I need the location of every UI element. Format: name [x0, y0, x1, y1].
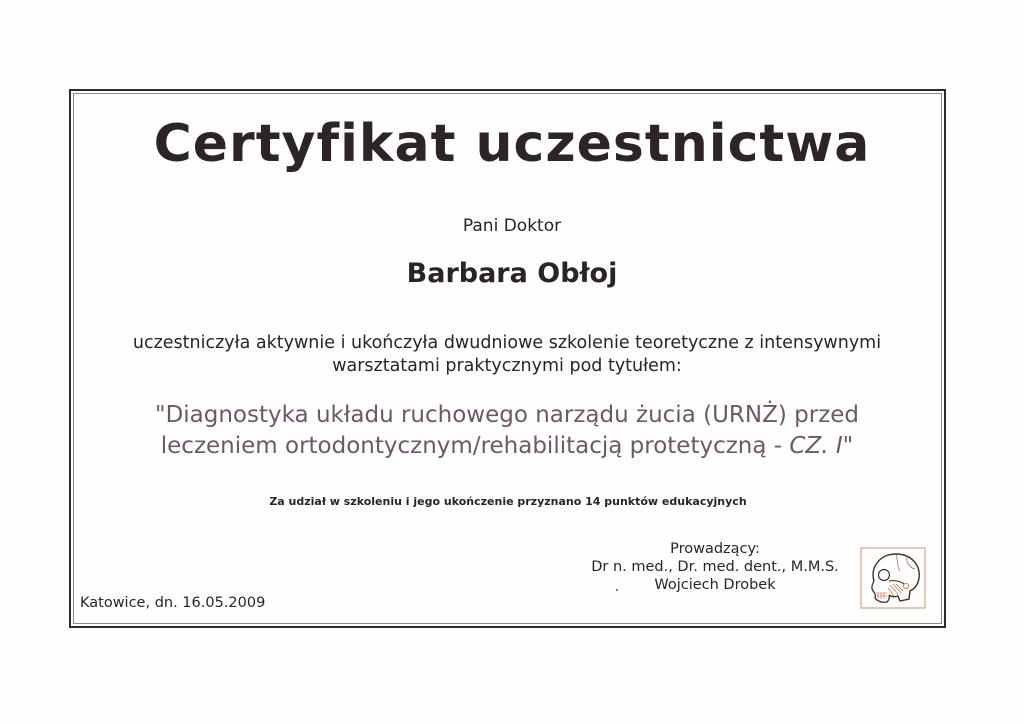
course-leader	[580, 540, 850, 594]
course-title-text: leczeniem ortodontycznym/rehabilitacją protetyczną -	[160, 433, 790, 459]
place-and-date: Katowice, dn. 16.05.2009	[80, 595, 266, 611]
skull-logo-icon	[860, 547, 926, 609]
certificate-title: Certyfikat uczestnictwa	[153, 114, 871, 174]
leader-degrees: Dr n. med., Dr. med. dent., M.M.S.	[591, 559, 839, 575]
recipient-name: Barbara Obłoj	[406, 258, 618, 289]
description-line: uczestniczyła aktywnie i ukończyła dwudniowe szkolenie teoretyczne z intensywnymi	[132, 333, 882, 353]
course-title-line: "Diagnostyka układu ruchowego narządu żucia (URNŻ) przed	[154, 402, 860, 428]
leader-name: Wojciech Drobek	[654, 577, 776, 593]
education-points-note: Za udział w szkoleniu i jego ukończenie przyznano 14 punktów edukacyjnych	[269, 495, 747, 508]
salutation: Pani Doktor	[462, 216, 562, 236]
participation-description	[80, 332, 934, 378]
paper-speck	[616, 589, 618, 591]
course-part-label: CZ. I"	[789, 433, 854, 459]
leader-label: Prowadzący:	[670, 541, 760, 557]
description-line: warsztatami praktycznymi pod tytułem:	[332, 356, 682, 376]
course-title-line	[80, 431, 934, 462]
course-title	[80, 400, 934, 462]
